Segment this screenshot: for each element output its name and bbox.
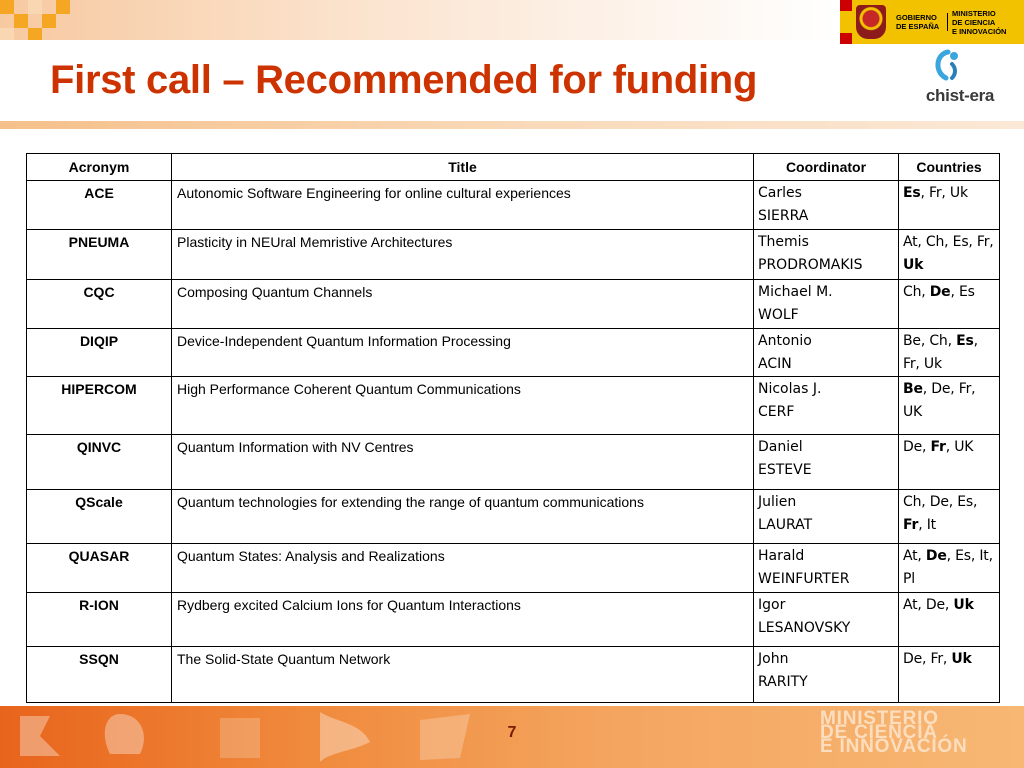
partner-countries: , Es (950, 284, 975, 300)
coat-of-arms-icon (856, 5, 886, 39)
coordinator-first-name: John (758, 651, 789, 667)
cell-countries (899, 435, 1000, 490)
cell-acronym: HIPERCOM (27, 377, 172, 435)
cell-title: Quantum Information with NV Centres (172, 435, 754, 490)
decor-square (0, 28, 14, 40)
cell-title: High Performance Coherent Quantum Communications (172, 377, 754, 435)
decor-square (0, 0, 14, 14)
cell-title: Rydberg excited Calcium Ions for Quantum Interactions (172, 593, 754, 647)
coordinator-last-name: SIERRA (758, 208, 809, 224)
coordinator-country: Uk (953, 597, 974, 613)
ministerio-text: MINISTERIO DE CIENCIA E INNOVACIÓN (952, 8, 1007, 36)
coordinator-country: Fr (903, 517, 919, 533)
decor-square (28, 28, 42, 40)
coordinator-first-name: Igor (758, 597, 786, 613)
table-row (27, 280, 1000, 329)
partner-countries: De, Fr, (903, 651, 952, 667)
chist-era-mark-icon (928, 48, 968, 84)
coordinator-first-name: Themis (758, 234, 809, 250)
cell-acronym: QScale (27, 490, 172, 544)
cell-coordinator (754, 593, 899, 647)
cell-countries (899, 593, 1000, 647)
coordinator-last-name: ESTEVE (758, 462, 812, 478)
footer-ministry-text: MINISTERIO DE CIENCIA E INNOVACIÓN (820, 708, 968, 757)
header-countries: Countries (899, 154, 1000, 181)
header-title: Title (172, 154, 754, 181)
cell-acronym: DIQIP (27, 329, 172, 377)
table-body (27, 181, 1000, 703)
table-row (27, 329, 1000, 377)
slide-title: First call – Recommended for funding (50, 58, 758, 102)
cell-coordinator (754, 490, 899, 544)
cell-coordinator (754, 647, 899, 703)
coordinator-first-name: Antonio (758, 333, 812, 349)
coordinator-last-name: WEINFURTER (758, 571, 850, 587)
decor-square (56, 0, 70, 14)
cell-title: Plasticity in NEUral Memristive Architectures (172, 230, 754, 280)
coordinator-country: De (925, 548, 947, 564)
cell-acronym: PNEUMA (27, 230, 172, 280)
title-underline (0, 121, 1024, 129)
table-row (27, 490, 1000, 544)
cell-acronym: CQC (27, 280, 172, 329)
table-row (27, 647, 1000, 703)
partner-countries: , UK (945, 439, 974, 455)
coordinator-country: Uk (951, 651, 972, 667)
cell-acronym: QINVC (27, 435, 172, 490)
coordinator-last-name: ACIN (758, 356, 792, 372)
cell-acronym: QUASAR (27, 544, 172, 593)
partner-countries: Ch, De, Es, (903, 494, 978, 510)
coordinator-country: De (929, 284, 951, 300)
partner-countries: Ch, (903, 284, 930, 300)
cell-coordinator (754, 377, 899, 435)
coordinator-first-name: Harald (758, 548, 805, 564)
cell-countries (899, 490, 1000, 544)
cell-countries (899, 647, 1000, 703)
partner-countries: At, De, (903, 597, 954, 613)
chist-era-text: chist-era (925, 86, 995, 105)
coordinator-last-name: PRODROMAKIS (758, 257, 863, 273)
table-row (27, 593, 1000, 647)
table-row (27, 435, 1000, 490)
funding-table (26, 153, 1000, 703)
cell-acronym: ACE (27, 181, 172, 230)
cell-countries (899, 377, 1000, 435)
cell-title: Autonomic Software Engineering for online cultural experiences (172, 181, 754, 230)
coordinator-last-name: RARITY (758, 674, 808, 690)
partner-countries: , Fr, Uk (903, 333, 978, 372)
partner-countries: , It (918, 517, 936, 533)
cell-coordinator (754, 230, 899, 280)
cell-acronym: R-ION (27, 593, 172, 647)
header-acronym: Acronym (27, 154, 172, 181)
header-coordinator: Coordinator (754, 154, 899, 181)
cell-title: Quantum technologies for extending the range of quantum communications (172, 490, 754, 544)
cell-title: Quantum States: Analysis and Realizations (172, 544, 754, 593)
coordinator-country: Be (903, 381, 923, 397)
coordinator-first-name: Daniel (758, 439, 803, 455)
gobierno-logo (840, 0, 1024, 44)
cell-countries (899, 280, 1000, 329)
cell-title: The Solid-State Quantum Network (172, 647, 754, 703)
coordinator-last-name: CERF (758, 404, 795, 420)
partner-countries: Be, Ch, (903, 333, 957, 349)
partner-countries: , De, Fr, UK (903, 381, 976, 420)
coordinator-last-name: LESANOVSKY (758, 620, 851, 636)
decor-square (14, 14, 28, 28)
cell-coordinator (754, 544, 899, 593)
cell-acronym: SSQN (27, 647, 172, 703)
top-decorative-band (0, 0, 840, 40)
coordinator-first-name: Julien (758, 494, 797, 510)
flag-icon (840, 0, 852, 44)
partner-countries: , Fr, Uk (920, 185, 968, 201)
decor-square (28, 0, 42, 14)
table-row (27, 181, 1000, 230)
partner-countries: , Es, It, Pl (903, 548, 993, 587)
coordinator-last-name: WOLF (758, 307, 799, 323)
coordinator-first-name: Carles (758, 185, 802, 201)
coordinator-first-name: Nicolas J. (758, 381, 822, 397)
cell-coordinator (754, 435, 899, 490)
coordinator-country: Uk (903, 257, 924, 273)
cell-countries (899, 230, 1000, 280)
table-row (27, 544, 1000, 593)
cell-countries (899, 181, 1000, 230)
cell-coordinator (754, 181, 899, 230)
coordinator-last-name: LAURAT (758, 517, 813, 533)
decor-square (42, 14, 56, 28)
page-number: 7 (507, 724, 517, 741)
coordinator-first-name: Michael M. (758, 284, 833, 300)
cell-countries (899, 544, 1000, 593)
gobierno-text: GOBIERNO DE ESPAÑA (892, 13, 948, 31)
partner-countries: At, (903, 548, 926, 564)
partner-countries: De, (903, 439, 931, 455)
cell-countries (899, 329, 1000, 377)
cell-coordinator (754, 280, 899, 329)
coordinator-country: Es (956, 333, 974, 349)
table-row (27, 377, 1000, 435)
table-row (27, 230, 1000, 280)
cell-title: Device-Independent Quantum Information Processing (172, 329, 754, 377)
chist-era-logo (906, 46, 1018, 112)
cell-coordinator (754, 329, 899, 377)
coordinator-country: Fr (930, 439, 946, 455)
coordinator-country: Es (903, 185, 921, 201)
cell-title: Composing Quantum Channels (172, 280, 754, 329)
partner-countries: At, Ch, Es, Fr, (903, 234, 994, 250)
table-header-row (27, 154, 1000, 181)
